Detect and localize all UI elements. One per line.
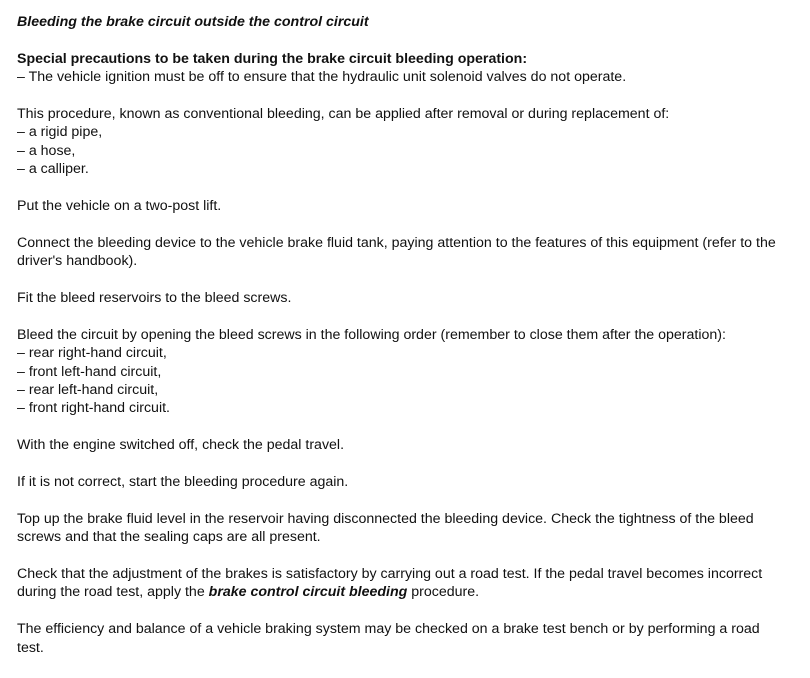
precautions-heading: Special precautions to be taken during the brake circuit bleeding operation:	[17, 50, 528, 67]
list-item: – rear left-hand circuit,	[17, 382, 159, 399]
list-item: – front right-hand circuit.	[17, 400, 170, 417]
procedure-reference: brake control circuit bleeding	[208, 584, 408, 601]
list-item: – a rigid pipe,	[17, 124, 103, 141]
list-item: – The vehicle ignition must be off to ensure that the hydraulic unit solenoid valves do not operate.	[17, 69, 627, 86]
road-test-paragraph	[17, 565, 790, 602]
top-up-paragraph: Top up the brake fluid level in the reservoir having disconnected the bleeding device. Check the tightness of the bleed screws and that the sealing caps are all present.	[17, 510, 754, 546]
list-item: – rear right-hand circuit,	[17, 345, 167, 362]
road-test-text: Check that the adjustment of the brakes is satisfactory by carrying out a road test. If the pedal travel becomes incorrect during the road test, apply the	[17, 566, 763, 601]
conventional-bleeding-section	[17, 105, 790, 179]
lift-paragraph: Put the vehicle on a two-post lift.	[17, 198, 222, 215]
list-item: – front left-hand circuit,	[17, 363, 162, 380]
road-test-text-end: procedure.	[407, 584, 480, 601]
list-item: – a hose,	[17, 142, 76, 159]
conventional-intro: This procedure, known as conventional bleeding, can be applied after removal or during replacement of:	[17, 106, 670, 122]
bleed-order-section	[17, 326, 790, 418]
precautions-section	[17, 50, 790, 87]
efficiency-paragraph: The efficiency and balance of a vehicle braking system may be checked on a brake test bench or by performing a road test.	[17, 621, 760, 656]
document-title: Bleeding the brake circuit outside the control circuit	[17, 14, 369, 30]
bleed-order-intro: Bleed the circuit by opening the bleed screws in the following order (remember to close them after the operation):	[17, 326, 726, 343]
list-item: – a calliper.	[17, 161, 89, 178]
fit-paragraph: Fit the bleed reservoirs to the bleed screws.	[17, 290, 292, 307]
check-pedal-paragraph: With the engine switched off, check the pedal travel.	[17, 437, 345, 454]
restart-paragraph: If it is not correct, start the bleeding procedure again.	[17, 474, 349, 491]
connect-paragraph: Connect the bleeding device to the vehicle brake fluid tank, paying attention to the features of this equipment (refer to the driver's handbook).	[17, 234, 776, 270]
